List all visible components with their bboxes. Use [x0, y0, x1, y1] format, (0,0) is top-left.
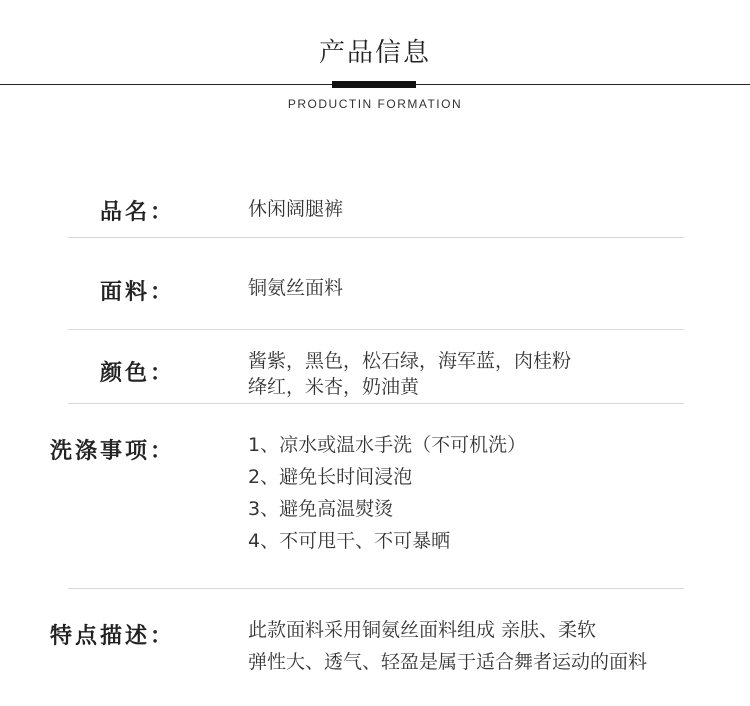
row-divider — [68, 329, 684, 330]
row-label: 颜色： — [100, 361, 176, 386]
value-line: 弹性大、透气、轻盈是属于适合舞者运动的面料 — [248, 651, 648, 673]
value-line: 铜氨丝面料 — [248, 277, 344, 299]
row-value — [248, 272, 343, 304]
row-divider — [68, 237, 684, 238]
value-line: 4、不可甩干、不可暴晒 — [248, 530, 451, 552]
row-label: 品名： — [100, 200, 176, 225]
row-divider — [68, 403, 684, 404]
row-value — [248, 348, 571, 400]
row-label: 面料： — [100, 280, 176, 305]
page-subtitle: PRODUCTIN FORMATION — [287, 97, 463, 111]
value-line: 休闲阔腿裤 — [248, 198, 344, 220]
value-line: 酱紫，黑色，松石绿，海军蓝，肉桂粉 — [248, 350, 572, 372]
title-accent-bar — [332, 81, 416, 88]
row-value — [248, 614, 647, 678]
value-line: 绛红，米杏，奶油黄 — [248, 376, 420, 398]
row-value — [248, 193, 343, 225]
page-title: 产品信息 — [318, 38, 431, 68]
row-label: 特点描述： — [50, 624, 176, 649]
value-line: 3、避免高温熨烫 — [248, 498, 394, 520]
row-divider — [68, 588, 684, 589]
row-label: 洗涤事项： — [50, 439, 176, 464]
value-line: 此款面料采用铜氨丝面料组成 亲肤、柔软 — [248, 619, 597, 641]
row-value — [248, 429, 526, 557]
value-line: 2、避免长时间浸泡 — [248, 466, 413, 488]
value-line: 1、凉水或温水手洗（不可机洗） — [248, 434, 527, 456]
